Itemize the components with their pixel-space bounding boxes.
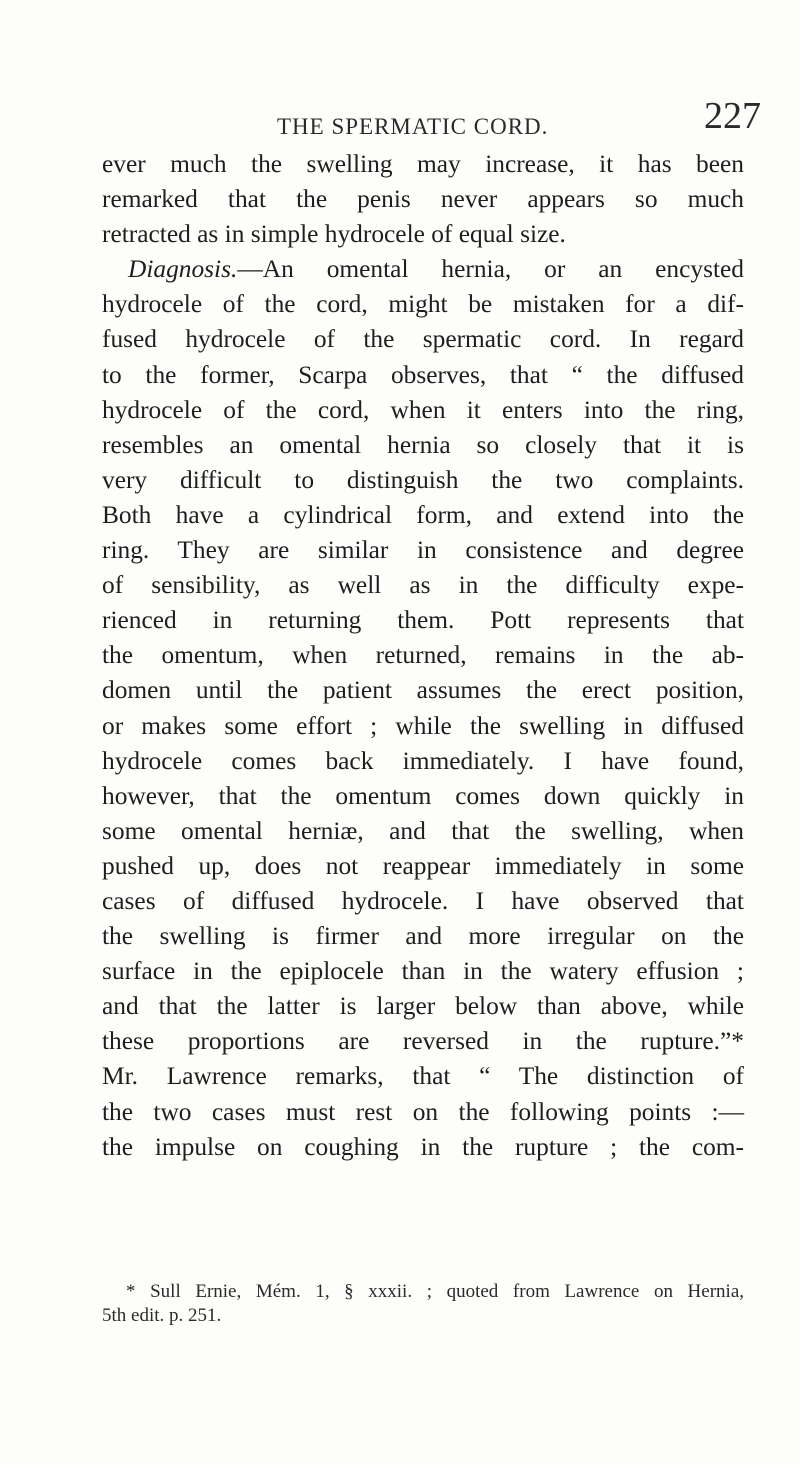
text-line-diagnosis — [102, 252, 744, 287]
text-line: hydrocele of the cord, might be mistaken for a dif- — [102, 290, 744, 319]
footnote — [102, 1280, 744, 1328]
text-line: or makes some effort ; while the swelling in diffused — [102, 711, 744, 740]
text-line: ring. They are similar in consistence and degree — [102, 536, 744, 565]
text-line: hydrocele comes back immediately. I have found, — [102, 746, 744, 775]
diagnosis-heading: Diagnosis. — [128, 255, 238, 284]
text-line: the omentum, when returned, remains in the ab- — [102, 641, 744, 670]
text-line: and that the latter is larger below than above, while — [102, 992, 744, 1021]
footnote-line: 5th edit. p. 251. — [102, 1305, 222, 1326]
text-line: hydrocele of the cord, when it enters into the ring, — [102, 395, 744, 424]
text-line: of sensibility, as well as in the difficulty expe- — [102, 571, 744, 600]
text-line: however, that the omentum comes down quickly in — [102, 781, 744, 810]
text-line: remarked that the penis never appears so much — [102, 185, 744, 214]
text-line: surface in the epiplocele than in the watery effusion ; — [102, 957, 744, 986]
page-number: 227 — [704, 95, 761, 137]
diagnosis-text: —An omental hernia, or an encysted — [237, 255, 744, 284]
body-text — [102, 147, 744, 1165]
footnote-line: * Sull Ernie, Mém. 1, § xxxii. ; quoted from Lawrence on Hernia, — [126, 1281, 744, 1302]
text-line: domen until the patient assumes the erect position, — [102, 676, 744, 705]
text-line: retracted as in simple hydrocele of equal size. — [102, 220, 566, 249]
text-line: Both have a cylindrical form, and extend into the — [102, 500, 744, 529]
running-title: THE SPERMATIC CORD. — [277, 114, 549, 139]
text-line: these proportions are reversed in the rupture.”* — [102, 1027, 744, 1056]
text-line: to the former, Scarpa observes, that “ the diffused — [102, 360, 744, 389]
text-line: ever much the swelling may increase, it has been — [102, 150, 744, 178]
text-line: cases of diffused hydrocele. I have observed that — [102, 886, 744, 915]
text-line: rienced in returning them. Pott represents that — [102, 606, 744, 635]
text-line: fused hydrocele of the spermatic cord. In regard — [102, 325, 744, 354]
text-line: the swelling is firmer and more irregular on the — [102, 922, 744, 951]
text-line: the two cases must rest on the following points :— — [102, 1097, 744, 1126]
text-line: very difficult to distinguish the two complaints. — [102, 465, 744, 494]
text-line: Mr. Lawrence remarks, that “ The distinction of — [102, 1062, 744, 1091]
text-line: pushed up, does not reappear immediately in some — [102, 851, 744, 880]
text-line: resembles an omental hernia so closely that it is — [102, 430, 744, 459]
text-line: some omental herniæ, and that the swelling, when — [102, 816, 744, 845]
text-line: the impulse on coughing in the rupture ; the com- — [102, 1132, 744, 1161]
